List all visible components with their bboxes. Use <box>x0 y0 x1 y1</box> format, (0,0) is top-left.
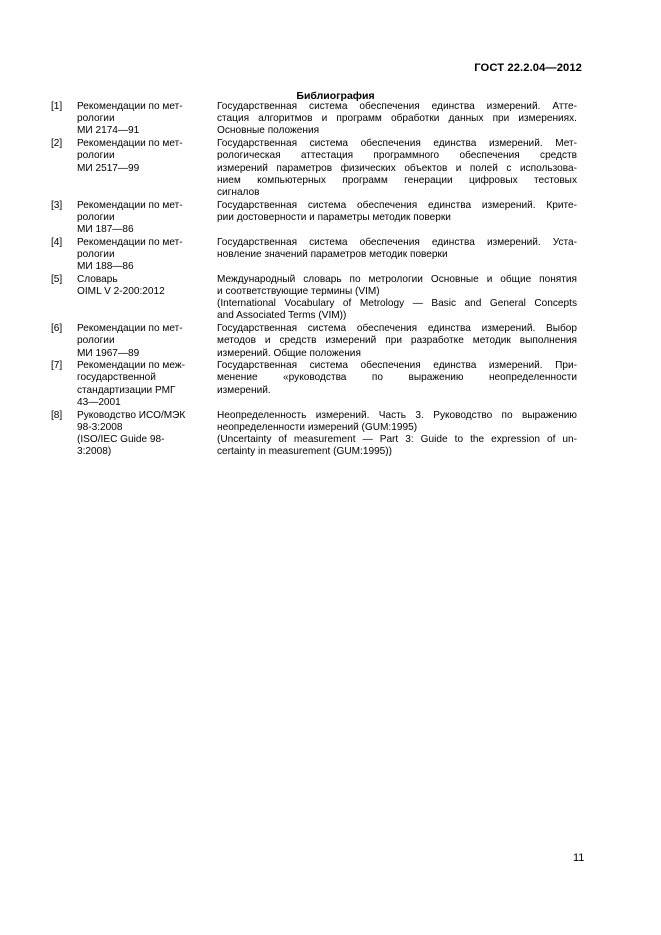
description-line: рии достоверности и параметры методик поверки <box>217 211 451 223</box>
description-line: измерений. Общие положения <box>217 347 361 359</box>
reference-line: МИ 187—86 <box>77 224 134 236</box>
reference-line: Рекомендации по меж- <box>77 360 185 372</box>
description-line: сигналов <box>217 186 260 198</box>
bibliography-entry <box>51 410 577 459</box>
description-line: (Uncertainty of measurement — Part 3: Guide to the expression of un- <box>217 433 577 445</box>
bibliography-entry <box>51 360 577 409</box>
description-line: Государственная система обеспечения единства измерений. Мет- <box>217 138 577 150</box>
description-line: неопределенности измерений (GUM:1995) <box>217 421 418 433</box>
entry-number: [5] <box>51 273 63 285</box>
description-line: стация алгоритмов и программ обработки данных при измерениях. <box>217 113 577 125</box>
entry-description <box>217 138 577 199</box>
description-line: рологическая аттестация программного обеспечения средств <box>217 150 577 162</box>
bibliography-list <box>51 101 577 459</box>
reference-line: МИ 2174—91 <box>77 125 140 137</box>
description-line: методов и средств измерений при разработке методик выполнения <box>217 335 577 347</box>
bibliography-entry <box>51 101 577 138</box>
reference-line: рологии <box>77 248 115 260</box>
description-line: Государственная система обеспечения единства измерений. Уста- <box>217 236 577 248</box>
description-line: Международный словарь по метрологии Основные и общие понятия <box>217 273 577 285</box>
reference-line: (ISO/IEC Guide 98- <box>77 433 165 445</box>
reference-line: рологии <box>77 113 115 125</box>
reference-line: государственной <box>77 372 156 384</box>
description-line: новление значений параметров методик поверки <box>217 248 448 260</box>
description-line: менение «руководства по выражению неопределенности <box>217 372 577 384</box>
reference-line: Рекомендации по мет- <box>77 199 183 211</box>
section-title: Библиография <box>296 90 375 102</box>
description-line: Основные положения <box>217 125 320 137</box>
reference-line: OIML V 2-200:2012 <box>77 286 165 298</box>
reference-line: 43—2001 <box>77 396 121 408</box>
reference-line: 3:2008) <box>77 446 112 458</box>
page-number: 11 <box>573 852 585 864</box>
bibliography-entry <box>51 237 577 274</box>
entry-number: [8] <box>51 409 63 421</box>
entry-reference <box>77 410 217 459</box>
bibliography-entry <box>51 138 577 199</box>
reference-line: рологии <box>77 150 115 162</box>
entry-number: [6] <box>51 323 63 335</box>
entry-description <box>217 360 577 409</box>
description-line: Государственная система обеспечения единства измерений. При- <box>217 360 577 372</box>
description-line: certainty in measurement (GUM:1995)) <box>217 446 393 458</box>
reference-line: 98-3:2008 <box>77 421 123 433</box>
entry-number: [7] <box>51 360 63 372</box>
reference-line: Словарь <box>77 273 118 285</box>
entry-description <box>217 101 577 138</box>
reference-line: Руководство ИСО/МЭК <box>77 409 186 421</box>
document-code: ГОСТ 22.2.04—2012 <box>474 62 582 74</box>
entry-number: [2] <box>51 138 63 150</box>
entry-number: [3] <box>51 199 63 211</box>
description-line: измерений параметров физических объектов и полей с использова- <box>217 162 577 174</box>
reference-line: рологии <box>77 211 115 223</box>
description-line: (International Vocabulary of Metrology — Basic and General Concepts <box>217 298 577 310</box>
reference-line: Рекомендации по мет- <box>77 138 183 150</box>
bibliography-entry <box>51 323 577 360</box>
reference-line: МИ 2517—99 <box>77 162 140 174</box>
entry-reference <box>77 138 217 199</box>
entry-reference <box>77 101 217 138</box>
reference-line: стандартизации РМГ <box>77 384 176 396</box>
entry-description <box>217 410 577 459</box>
entry-number: [4] <box>51 236 63 248</box>
entry-number: [1] <box>51 101 63 112</box>
entry-description <box>217 274 577 323</box>
description-line: измерений. <box>217 384 271 396</box>
reference-line: Рекомендации по мет- <box>77 101 183 112</box>
reference-line: МИ 1967—89 <box>77 347 140 359</box>
description-line: и соответствующие термины (VIM) <box>217 286 380 298</box>
description-line: Государственная система обеспечения единства измерений. Крите- <box>217 199 577 211</box>
entry-reference <box>77 237 217 274</box>
entry-description <box>217 237 577 274</box>
description-line: нием компьютерных программ генерации цифровых тестовых <box>217 174 577 186</box>
description-line: Неопределенность измерений. Часть 3. Руководство по выражению <box>217 409 577 421</box>
entry-reference <box>77 323 217 360</box>
reference-line: Рекомендации по мет- <box>77 236 183 248</box>
bibliography-entry <box>51 200 577 237</box>
entry-reference <box>77 274 217 323</box>
entry-reference <box>77 200 217 237</box>
entry-description <box>217 200 577 237</box>
description-line: Государственная система обеспечения единства измерений. Выбор <box>217 323 577 335</box>
bibliography-entry <box>51 274 577 323</box>
description-line: Государственная система обеспечения единства измерений. Атте- <box>217 101 577 112</box>
entry-reference <box>77 360 217 409</box>
description-line: and Associated Terms (VIM)) <box>217 310 347 322</box>
reference-line: МИ 188—86 <box>77 261 134 273</box>
entry-description <box>217 323 577 360</box>
reference-line: рологии <box>77 335 115 347</box>
reference-line: Рекомендации по мет- <box>77 323 183 335</box>
